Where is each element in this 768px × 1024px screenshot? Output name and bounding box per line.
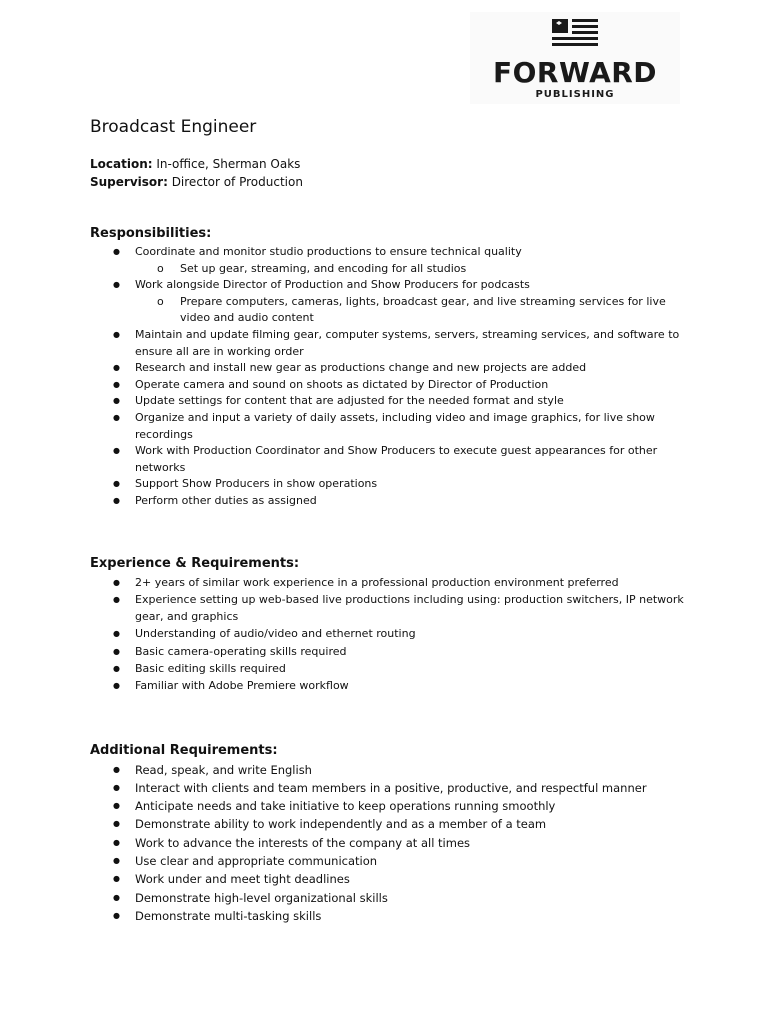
list-item: ● Basic editing skills required	[90, 660, 690, 677]
list-item: ● Research and install new gear as productions change and new projects are added	[90, 360, 690, 377]
list-item: ● Perform other duties as assigned	[90, 493, 690, 510]
list-item: ● Read, speak, and write English	[90, 761, 690, 779]
list-item: ● 2+ years of similar work experience in a professional production environment preferred	[90, 574, 690, 591]
list-item: ● Support Show Producers in show operations	[90, 476, 690, 493]
list-item: ● Work alongside Director of Production and Show Producers for podcasts	[90, 277, 690, 294]
additional-heading: Additional Requirements:	[90, 742, 278, 758]
job-meta	[90, 155, 690, 191]
location-label: Location:	[90, 157, 153, 171]
page-title: Broadcast Engineer	[90, 117, 257, 137]
list-item: ● Basic camera-operating skills required	[90, 643, 690, 660]
list-item: ● Work to advance the interests of the company at all times	[90, 834, 690, 852]
additional-list	[90, 761, 690, 926]
company-logo	[470, 12, 680, 104]
logo-subtitle: PUBLISHING	[535, 89, 615, 100]
list-item: ● Work under and meet tight deadlines	[90, 870, 690, 888]
experience-heading: Experience & Requirements:	[90, 555, 300, 571]
list-item: ● Operate camera and sound on shoots as dictated by Director of Production	[90, 377, 690, 394]
supervisor-label: Supervisor:	[90, 175, 168, 189]
list-item: ● Use clear and appropriate communication	[90, 852, 690, 870]
location-line	[90, 155, 690, 173]
supervisor-line	[90, 173, 690, 191]
list-item: ● Organize and input a variety of daily assets, including video and image graphics, for live show recordings	[90, 410, 690, 443]
list-item: ● Interact with clients and team members in a positive, productive, and respectful manner	[90, 779, 690, 797]
list-item: ● Demonstrate multi-tasking skills	[90, 907, 690, 925]
supervisor-value: Director of Production	[167, 175, 303, 189]
list-item: ● Demonstrate high-level organizational skills	[90, 889, 690, 907]
responsibilities-heading: Responsibilities:	[90, 226, 212, 241]
list-item: ● Update settings for content that are adjusted for the needed format and style	[90, 393, 690, 410]
list-item: ● Familiar with Adobe Premiere workflow	[90, 677, 690, 694]
responsibilities-list	[90, 244, 690, 510]
list-item: ● Maintain and update filming gear, computer systems, servers, streaming services, and software to ensure all are in working order	[90, 327, 690, 360]
list-item: ● Coordinate and monitor studio productions to ensure technical quality	[90, 244, 690, 261]
list-item: o Prepare computers, cameras, lights, broadcast gear, and live streaming services for live video and audio content	[90, 294, 690, 327]
list-item: ● Anticipate needs and take initiative to keep operations running smoothly	[90, 797, 690, 815]
list-item: o Set up gear, streaming, and encoding for all studios	[90, 261, 690, 278]
list-item: ● Understanding of audio/video and ethernet routing	[90, 625, 690, 642]
list-item: ● Experience setting up web-based live productions including using: production switchers, IP network gear, and graphics	[90, 591, 690, 626]
location-value: In-office, Sherman Oaks	[152, 157, 301, 171]
experience-list	[90, 574, 690, 695]
flag-icon	[550, 18, 600, 50]
job-description	[90, 114, 690, 925]
logo-wordmark: FORWARD	[492, 56, 658, 89]
list-item: ● Work with Production Coordinator and Show Producers to execute guest appearances for other networks	[90, 443, 690, 476]
list-item: ● Demonstrate ability to work independently and as a member of a team	[90, 815, 690, 833]
